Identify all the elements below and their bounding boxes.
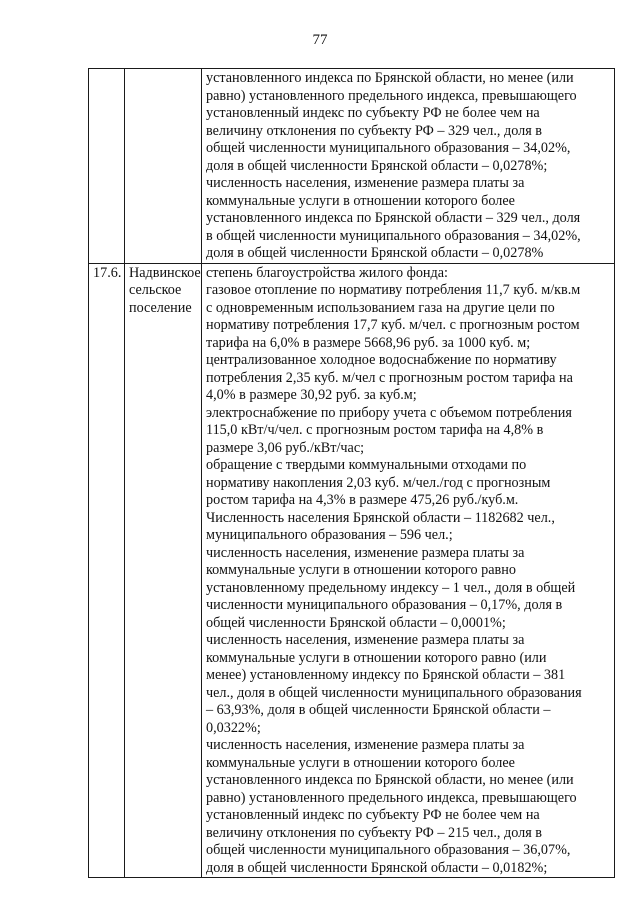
description-line: величину отклонения по субъекту РФ – 329 чел., доля в: [206, 122, 542, 139]
description-line: 4,0% в размере 30,92 руб. за куб.м;: [206, 387, 417, 403]
description-line: коммунальные услуги в отношении которого более: [206, 192, 515, 209]
description-line: 0,0322%;: [206, 719, 261, 736]
description-line: газовое отопление по нормативу потребления 11,7 куб. м/кв.м: [206, 282, 581, 298]
description-line: нормативу потребления 17,7 куб. м/чел. с прогнозным ростом: [206, 317, 580, 333]
description-line: общей численности муниципального образования – 34,02%,: [206, 140, 571, 156]
description-line: доля в общей численности Брянской области – 0,0278%;: [206, 157, 548, 174]
description-line: обращение с твердыми коммунальными отходами по: [206, 457, 527, 473]
description-line: Численность населения Брянской области – 1182682 чел.,: [206, 509, 555, 526]
description-line: установленный индекс по субъекту РФ не более чем на: [206, 105, 540, 121]
description-line: численность населения, изменение размера платы за: [206, 737, 525, 753]
description-line: общей численности Брянской области – 0,0001%;: [206, 614, 506, 631]
row-number-cell: [89, 263, 125, 878]
description-line: установленного индекса по Брянской области, но менее (или: [206, 70, 574, 86]
description-line: численность населения, изменение размера платы за: [206, 544, 525, 561]
description-line: установленный индекс по субъекту РФ не более чем на: [206, 807, 540, 823]
description-line: равно) установленного предельного индекса, превышающего: [206, 789, 577, 806]
description-line: централизованное холодное водоснабжение по нормативу: [206, 352, 557, 368]
description-line: коммунальные услуги в отношении которого равно (или: [206, 649, 547, 666]
description-line: степень благоустройства жилого фонда:: [206, 264, 448, 281]
description-line: общей численности муниципального образования – 36,07%,: [206, 842, 571, 858]
settlement-name-cell: [125, 263, 202, 878]
description-line: тарифа на 6,0% в размере 5668,96 руб. за 1000 куб. м;: [206, 334, 531, 351]
settlement-name-cell: [125, 69, 202, 264]
description-line: ростом тарифа на 4,3% в размере 475,26 руб./куб.м.: [206, 492, 519, 508]
table-row: [89, 263, 615, 878]
description-line: коммунальные услуги в отношении которого более: [206, 754, 515, 771]
description-line: численность населения, изменение размера платы за: [206, 175, 525, 191]
description-line: 115,0 кВт/ч/чел. с прогнозным ростом тарифа на 4,8% в: [206, 422, 544, 438]
row-number-cell: [89, 69, 125, 264]
description-line: в общей численности муниципального образования – 34,02%,: [206, 227, 581, 244]
description-line: коммунальные услуги в отношении которого равно: [206, 562, 516, 578]
page-number: 77: [312, 32, 328, 48]
description-line: установленного индекса по Брянской области, но менее (или: [206, 772, 574, 788]
description-line: численности муниципального образования – 0,17%, доля в: [206, 597, 563, 613]
description-line: размере 3,06 руб./кВт/час;: [206, 439, 365, 456]
settlement-name-line: поселение: [129, 299, 192, 316]
description-line: потребления 2,35 куб. м/чел с прогнозным ростом тарифа на: [206, 369, 573, 386]
description-line: с одновременным использованием газа на другие цели по: [206, 299, 555, 316]
table-row: [89, 69, 615, 264]
settlement-name-line: сельское: [129, 282, 182, 298]
description-cell: [202, 69, 615, 264]
description-line: доля в общей численности Брянской области – 0,0278%: [206, 245, 544, 261]
description-line: электроснабжение по прибору учета с объемом потребления: [206, 404, 572, 421]
description-line: величину отклонения по субъекту РФ – 215 чел., доля в: [206, 824, 542, 841]
document-table: [88, 68, 615, 878]
description-line: – 63,93%, доля в общей численности Брянской области –: [206, 702, 551, 718]
description-line: менее) установленному индексу по Брянской области – 381: [206, 667, 566, 683]
settlement-name-line: Надвинское: [129, 264, 201, 281]
description-cell: [202, 263, 615, 878]
description-line: установленному предельному индексу – 1 чел., доля в общей: [206, 579, 576, 596]
row-number: 17.6.: [93, 264, 122, 281]
description-line: нормативу накопления 2,03 куб. м/чел./год с прогнозным: [206, 474, 551, 491]
description-line: муниципального образования – 596 чел.;: [206, 527, 453, 543]
description-line: установленного индекса по Брянской области – 329 чел., доля: [206, 210, 581, 226]
description-line: чел., доля в общей численности муниципального образования: [206, 684, 582, 701]
table-body: [89, 69, 615, 878]
description-line: равно) установленного предельного индекса, превышающего: [206, 87, 577, 104]
description-line: численность населения, изменение размера платы за: [206, 632, 525, 648]
description-line: доля в общей численности Брянской области – 0,0182%;: [206, 859, 548, 876]
